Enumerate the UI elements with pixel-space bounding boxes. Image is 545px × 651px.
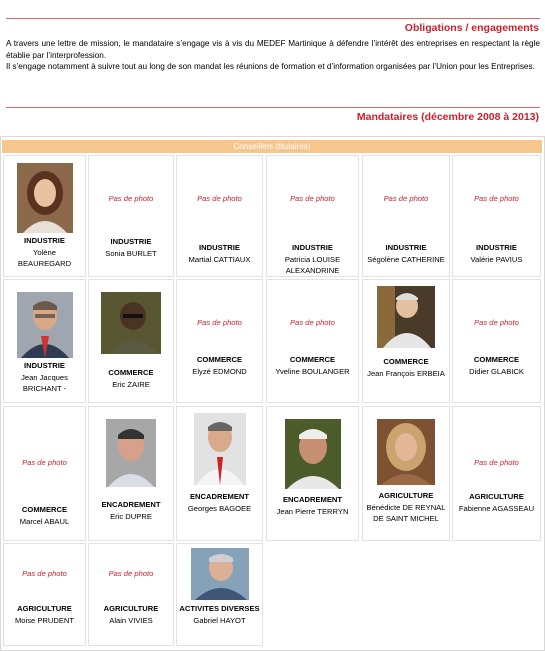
portrait-photo bbox=[101, 292, 161, 358]
sector-label: INDUSTRIE bbox=[24, 236, 65, 245]
mandataire-caption bbox=[179, 603, 260, 626]
mandataire-caption bbox=[179, 242, 260, 265]
portrait-photo bbox=[285, 419, 341, 493]
portrait-photo bbox=[191, 548, 249, 604]
mandataire-caption bbox=[455, 491, 538, 514]
sector-label: ENCADREMENT bbox=[189, 492, 250, 501]
obligations-paragraph-1: A travers une lettre de mission, le mandataire s’engage vis à vis du MEDEF Martinique à défendre l’intérêt des entreprises en respectant la règle établie par l’interprofession. bbox=[6, 39, 540, 60]
mandataire-card bbox=[88, 543, 174, 646]
mandataire-card bbox=[362, 279, 450, 403]
mandataire-caption bbox=[6, 603, 83, 626]
person-name: Yolène BEAUREGARD bbox=[17, 247, 72, 268]
sector-label: COMMERCE bbox=[21, 505, 68, 514]
mandataire-caption bbox=[365, 356, 447, 379]
mandataire-card bbox=[266, 406, 359, 541]
mandataire-card bbox=[3, 543, 86, 646]
mandataire-card bbox=[362, 155, 450, 277]
mandataire-caption bbox=[179, 491, 260, 514]
no-photo-label: Pas de photo bbox=[22, 458, 67, 467]
sector-label: INDUSTRIE bbox=[110, 237, 152, 246]
sector-label: INDUSTRIE bbox=[476, 243, 517, 252]
mandataire-caption bbox=[269, 354, 356, 377]
mandataire-card bbox=[176, 279, 263, 403]
mandataire-caption bbox=[455, 354, 538, 377]
no-photo-label: Pas de photo bbox=[22, 569, 67, 578]
mandataire-caption bbox=[269, 242, 356, 277]
mandataire-card bbox=[88, 279, 174, 403]
mandataire-card bbox=[452, 155, 541, 277]
mandataire-card bbox=[3, 155, 86, 277]
portrait-photo bbox=[377, 419, 435, 489]
person-name: Didier GLABICK bbox=[469, 366, 524, 376]
sector-label: COMMERCE bbox=[473, 355, 520, 364]
mandataire-card bbox=[3, 279, 86, 403]
sector-label: AGRICULTURE bbox=[378, 491, 434, 500]
person-name: Jean Jacques BRICHANT - bbox=[21, 372, 68, 393]
no-photo-label: Pas de photo bbox=[474, 194, 519, 203]
person-name: Elyzé EDMOND bbox=[192, 366, 247, 376]
mandataire-card bbox=[452, 406, 541, 541]
portrait-photo bbox=[17, 292, 73, 362]
mandataire-caption bbox=[365, 242, 447, 265]
no-photo-label: Pas de photo bbox=[474, 458, 519, 467]
mandataire-caption bbox=[91, 499, 171, 522]
portrait-photo bbox=[377, 286, 435, 352]
sector-label: AGRICULTURE bbox=[17, 604, 72, 613]
mandataire-caption bbox=[365, 490, 447, 525]
sector-label: ENCADREMENT bbox=[282, 495, 343, 504]
sector-label: INDUSTRIE bbox=[24, 361, 65, 370]
mandataire-card bbox=[88, 155, 174, 277]
portrait-photo bbox=[106, 419, 156, 491]
person-name: Moise PRUDENT bbox=[14, 615, 75, 625]
mid-rule bbox=[6, 107, 540, 108]
sector-label: INDUSTRIE bbox=[385, 243, 427, 252]
sector-label: COMMERCE bbox=[196, 355, 243, 364]
sector-label: AGRICULTURE bbox=[469, 492, 524, 501]
mandataire-caption bbox=[179, 354, 260, 377]
no-photo-label: Pas de photo bbox=[474, 318, 519, 327]
no-photo-label: Pas de photo bbox=[197, 318, 242, 327]
mandataire-caption bbox=[91, 603, 171, 626]
sector-label: ACTIVITES DIVERSES bbox=[179, 604, 260, 613]
mandataire-card bbox=[362, 406, 450, 541]
person-name: Sonia BURLET bbox=[105, 248, 157, 258]
obligations-heading: Obligations / engagements bbox=[404, 22, 539, 34]
top-rule bbox=[6, 18, 540, 19]
conseillers-band: Conseillers (titulaires) bbox=[2, 140, 542, 153]
no-photo-label: Pas de photo bbox=[108, 569, 154, 578]
mandataire-caption bbox=[455, 242, 538, 265]
no-photo-label: Pas de photo bbox=[290, 194, 335, 203]
obligations-paragraph-2: Il s’engage notamment à suivre tout au long de son mandat les réunions de formation et d’information organisées par l’Union pour les Entreprises. bbox=[6, 62, 535, 71]
person-name: Eric ZAIRE bbox=[112, 379, 150, 389]
person-name: Bénédicte DE REYNAL DE SAINT MICHEL bbox=[366, 502, 446, 523]
sector-label: COMMERCE bbox=[289, 355, 336, 364]
sector-label: AGRICULTURE bbox=[103, 604, 159, 613]
mandataire-card bbox=[452, 279, 541, 403]
mandataire-card bbox=[3, 406, 86, 541]
mandataire-card bbox=[176, 406, 263, 541]
mandataire-caption bbox=[6, 504, 83, 527]
mandataires-heading: Mandataires (décembre 2008 à 2013) bbox=[356, 111, 539, 123]
no-photo-label: Pas de photo bbox=[383, 194, 429, 203]
mandataire-card bbox=[266, 155, 359, 277]
mandataire-caption bbox=[6, 235, 83, 270]
sector-label: INDUSTRIE bbox=[292, 243, 333, 252]
portrait-photo bbox=[194, 413, 246, 489]
person-name: Jean Pierre TERRYN bbox=[276, 506, 349, 516]
no-photo-label: Pas de photo bbox=[290, 318, 335, 327]
person-name: Alain VIVIES bbox=[109, 615, 153, 625]
person-name: Eric DUPRE bbox=[110, 511, 152, 521]
mandataire-caption bbox=[91, 367, 171, 390]
mandataire-card bbox=[176, 543, 263, 646]
sector-label: COMMERCE bbox=[108, 368, 154, 377]
mandataire-caption bbox=[269, 494, 356, 517]
no-photo-label: Pas de photo bbox=[108, 194, 154, 203]
person-name: Yveline BOULANGER bbox=[275, 366, 350, 376]
person-name: Martial CATTIAUX bbox=[188, 254, 251, 264]
person-name: Gabriel HAYOT bbox=[193, 615, 246, 625]
mandataire-caption bbox=[91, 236, 171, 259]
mandataire-card bbox=[88, 406, 174, 541]
person-name: Jean François ERBEIA bbox=[367, 368, 445, 378]
sector-label: COMMERCE bbox=[383, 357, 429, 366]
mandataire-card bbox=[266, 279, 359, 403]
no-photo-label: Pas de photo bbox=[197, 194, 242, 203]
mandataire-caption bbox=[6, 360, 83, 395]
person-name: Patricia LOUISE ALEXANDRINE bbox=[284, 254, 341, 275]
person-name: Valérie PAVIUS bbox=[470, 254, 523, 264]
mandataire-card bbox=[176, 155, 263, 277]
person-name: Marcel ABAUL bbox=[19, 516, 70, 526]
person-name: Ségolène CATHERINE bbox=[367, 254, 445, 264]
person-name: Fabienne AGASSEAU bbox=[458, 503, 535, 513]
sector-label: ENCADREMENT bbox=[101, 500, 161, 509]
sector-label: INDUSTRIE bbox=[199, 243, 240, 252]
portrait-photo bbox=[17, 163, 73, 237]
person-name: Georges BAGOEE bbox=[187, 503, 252, 513]
